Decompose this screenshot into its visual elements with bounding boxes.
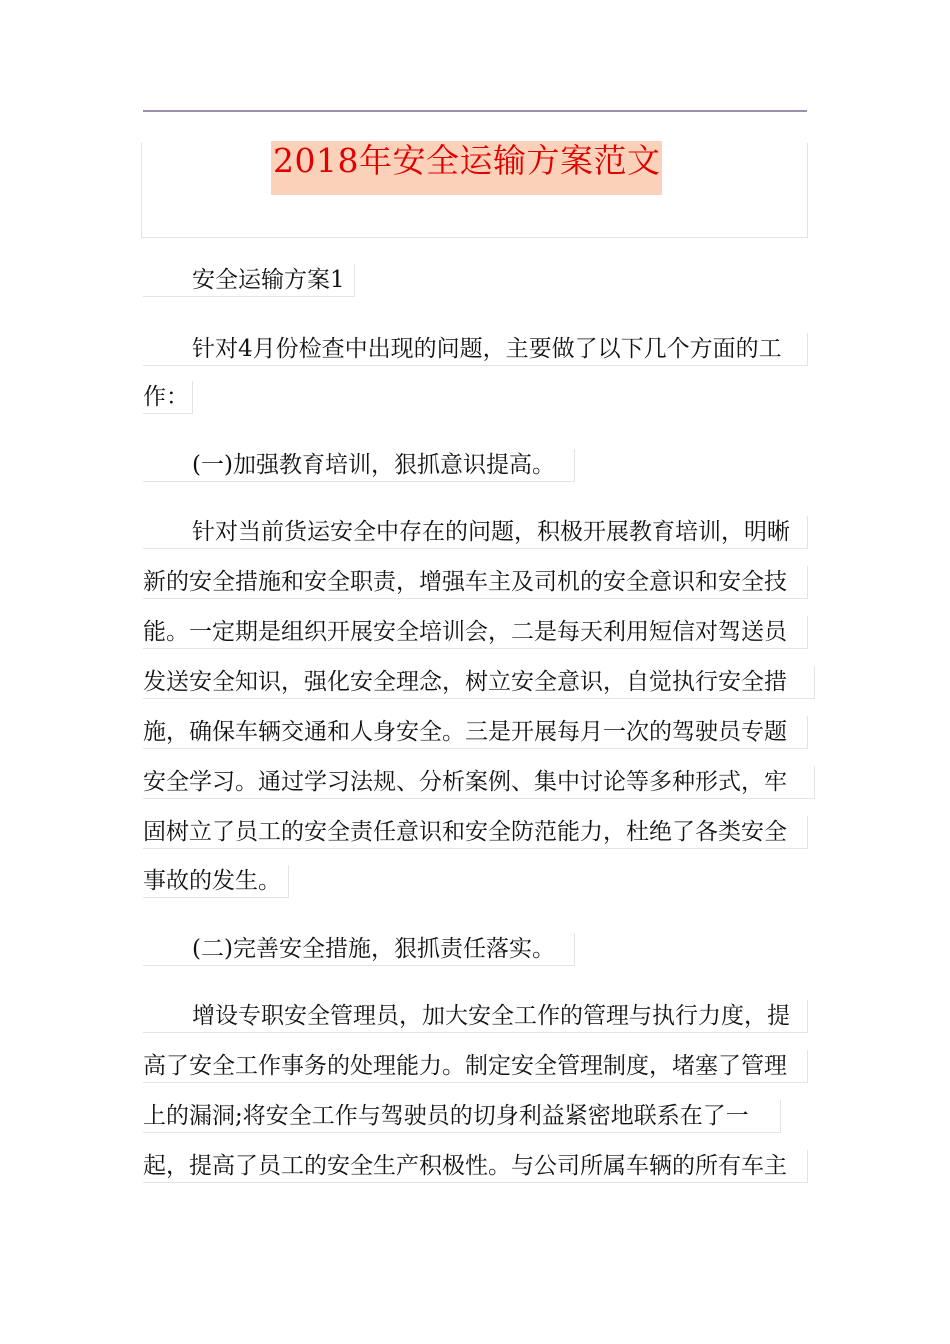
paragraph-line: 固树立了员工的安全责任意识和安全防范能力，杜绝了各类安全 (143, 816, 808, 849)
paragraph-line: 针对当前货运安全中存在的问题，积极开展教育培训，明晰 (143, 516, 808, 549)
paragraph-line: 发送安全知识，强化安全理念，树立安全意识，自觉执行安全措 (143, 666, 815, 699)
paragraph-line: 起，提高了员工的安全生产积极性。与公司所属车辆的所有车主 (143, 1150, 808, 1183)
section-heading-education: (一)加强教育培训，狠抓意识提高。 (143, 449, 575, 482)
document-title: 2018年安全运输方案范文 (271, 141, 662, 195)
paragraph-line: 事故的发生。 (143, 865, 289, 898)
section-heading-plan-1: 安全运输方案1 (143, 264, 355, 297)
paragraph-line: 针对4月份检查中出现的问题，主要做了以下几个方面的工 (143, 333, 808, 366)
paragraph-line: 增设专职安全管理员，加大安全工作的管理与执行力度，提 (143, 1000, 808, 1033)
paragraph-line: 安全学习。通过学习法规、分析案例、集中讨论等多种形式，牢 (143, 766, 815, 799)
paragraph-line: 施，确保车辆交通和人身安全。三是开展每月一次的驾驶员专题 (143, 716, 808, 749)
paragraph-line: 新的安全措施和安全职责，增强车主及司机的安全意识和安全技 (143, 566, 808, 599)
header-rule (143, 110, 807, 112)
paragraph-line: 高了安全工作事务的处理能力。制定安全管理制度，堵塞了管理 (143, 1050, 808, 1083)
paragraph-line: 能。一定期是组织开展安全培训会，二是每天利用短信对驾送员 (143, 616, 808, 649)
section-heading-safety-measures: (二)完善安全措施，狠抓责任落实。 (143, 933, 575, 966)
paragraph-line: 作： (143, 381, 193, 414)
paragraph-line: 上的漏洞;将安全工作与驾驶员的切身利益紧密地联系在了一 (143, 1100, 781, 1133)
